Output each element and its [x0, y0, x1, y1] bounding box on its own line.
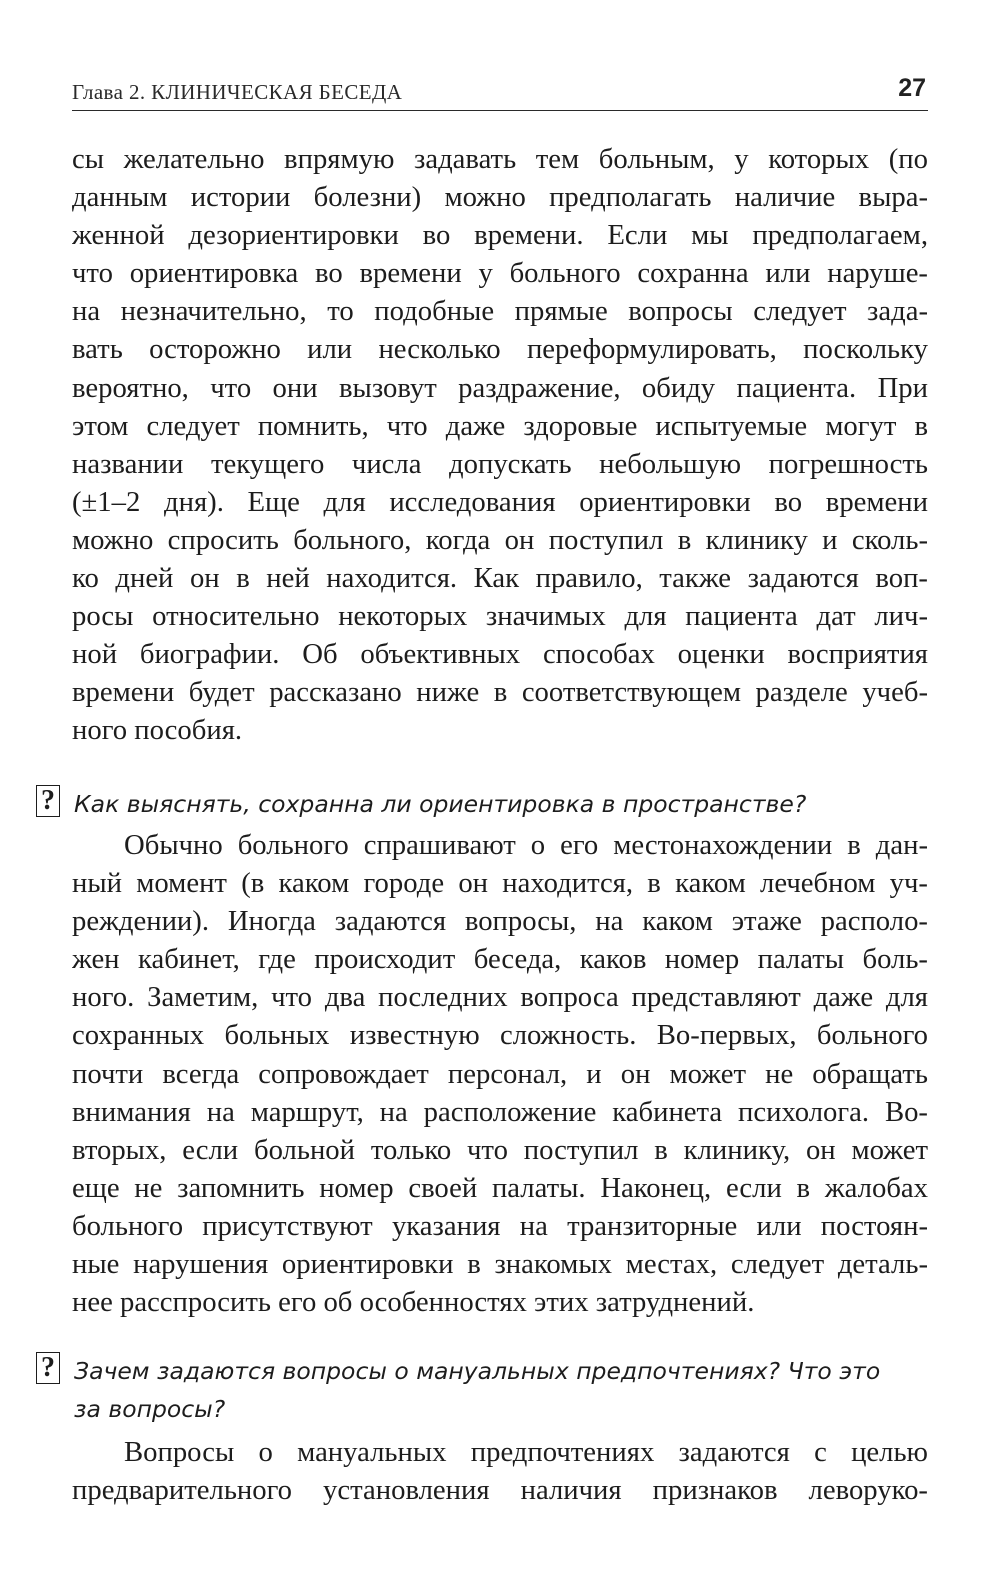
text-line: ного. Заметим, что два последних вопроса представляют даже для [72, 981, 928, 1014]
text-line: можно спросить больного, когда он поступил в клинику и сколь- [72, 523, 928, 556]
text-line: жен кабинет, где происходит беседа, каков номер палаты боль- [72, 943, 928, 976]
text-line: предварительного установления наличия признаков леворуко- [72, 1474, 928, 1507]
text-line: больного присутствуют указания на транзиторные или постоян- [72, 1209, 928, 1242]
text-line: женной дезориентировки во времени. Если мы предполагаем, [72, 219, 928, 252]
text-line: (±1–2 дня). Еще для исследования ориентировки во времени [72, 485, 928, 518]
page-number: 27 [898, 74, 926, 102]
text-line: Вопросы о мануальных предпочтениях задаются с целью [124, 1436, 928, 1468]
text-line: сы желательно впрямую задавать тем больным, у которых (по [72, 143, 928, 175]
text-line: названии текущего числа допускать небольшую погрешность [72, 447, 928, 480]
text-line: вероятно, что они вызовут раздражение, обиду пациента. При [72, 371, 928, 404]
text-line: вторых, если больной только что поступил в клинику, он может [72, 1133, 928, 1166]
paragraph-orientation-space [72, 826, 928, 1321]
text-line: ного пособия. [72, 714, 243, 747]
text-line: почти всегда сопровождает персонал, и он может не обращать [72, 1057, 928, 1090]
question-heading [74, 1352, 930, 1428]
question-line: за вопросы? [74, 1395, 226, 1423]
text-line: еще не запомнить номер своей палаты. Наконец, если в жалобах [72, 1171, 928, 1204]
text-line: данным истории болезни) можно предполагать наличие выра- [72, 181, 928, 214]
text-line: внимания на маршрут, на расположение кабинета психолога. Во- [72, 1095, 928, 1128]
text-line: ко дней он в ней находится. Как правило, также задаются воп- [72, 562, 928, 595]
text-line: вать осторожно или несколько переформулировать, поскольку [72, 333, 928, 366]
text-line: времени будет рассказано ниже в соответствующем разделе учеб- [72, 676, 928, 709]
text-line: нее расспросить его об особенностях этих затруднений. [72, 1286, 755, 1319]
text-line: что ориентировка во времени у больного сохранна или наруше- [72, 257, 928, 290]
text-line: ные нарушения ориентировки в знакомых местах, следует деталь- [72, 1248, 928, 1281]
text-line: сохранных больных известную сложность. Во-первых, больного [72, 1019, 928, 1052]
question-line: Как выяснять, сохранна ли ориентировка в пространстве? [74, 790, 807, 818]
paragraph-orientation-time [72, 140, 928, 750]
chapter-title: Глава 2. КЛИНИЧЕСКАЯ БЕСЕДА [72, 80, 403, 104]
question-mark-icon: ? [36, 1352, 60, 1384]
text-line: Обычно больного спрашивают о его местонахождении в дан- [124, 829, 928, 861]
text-line: на незначительно, то подобные прямые вопросы следует зада- [72, 295, 928, 328]
text-line: ный момент (в каком городе он находится, в каком лечебном уч- [72, 867, 928, 900]
question-mark-icon: ? [36, 785, 60, 817]
text-line: этом следует помнить, что даже здоровые испытуемые могут в [72, 409, 928, 442]
text-line: ной биографии. Об объективных способах оценки восприятия [72, 638, 928, 671]
running-head [72, 72, 928, 111]
paragraph-manual-preferences [72, 1433, 928, 1509]
question-line: Зачем задаются вопросы о мануальных предпочтениях? Что это [74, 1357, 881, 1385]
text-line: реждении). Иногда задаются вопросы, на каком этаже располо- [72, 905, 928, 938]
question-heading [74, 785, 930, 823]
text-line: росы относительно некоторых значимых для пациента дат лич- [72, 600, 928, 633]
